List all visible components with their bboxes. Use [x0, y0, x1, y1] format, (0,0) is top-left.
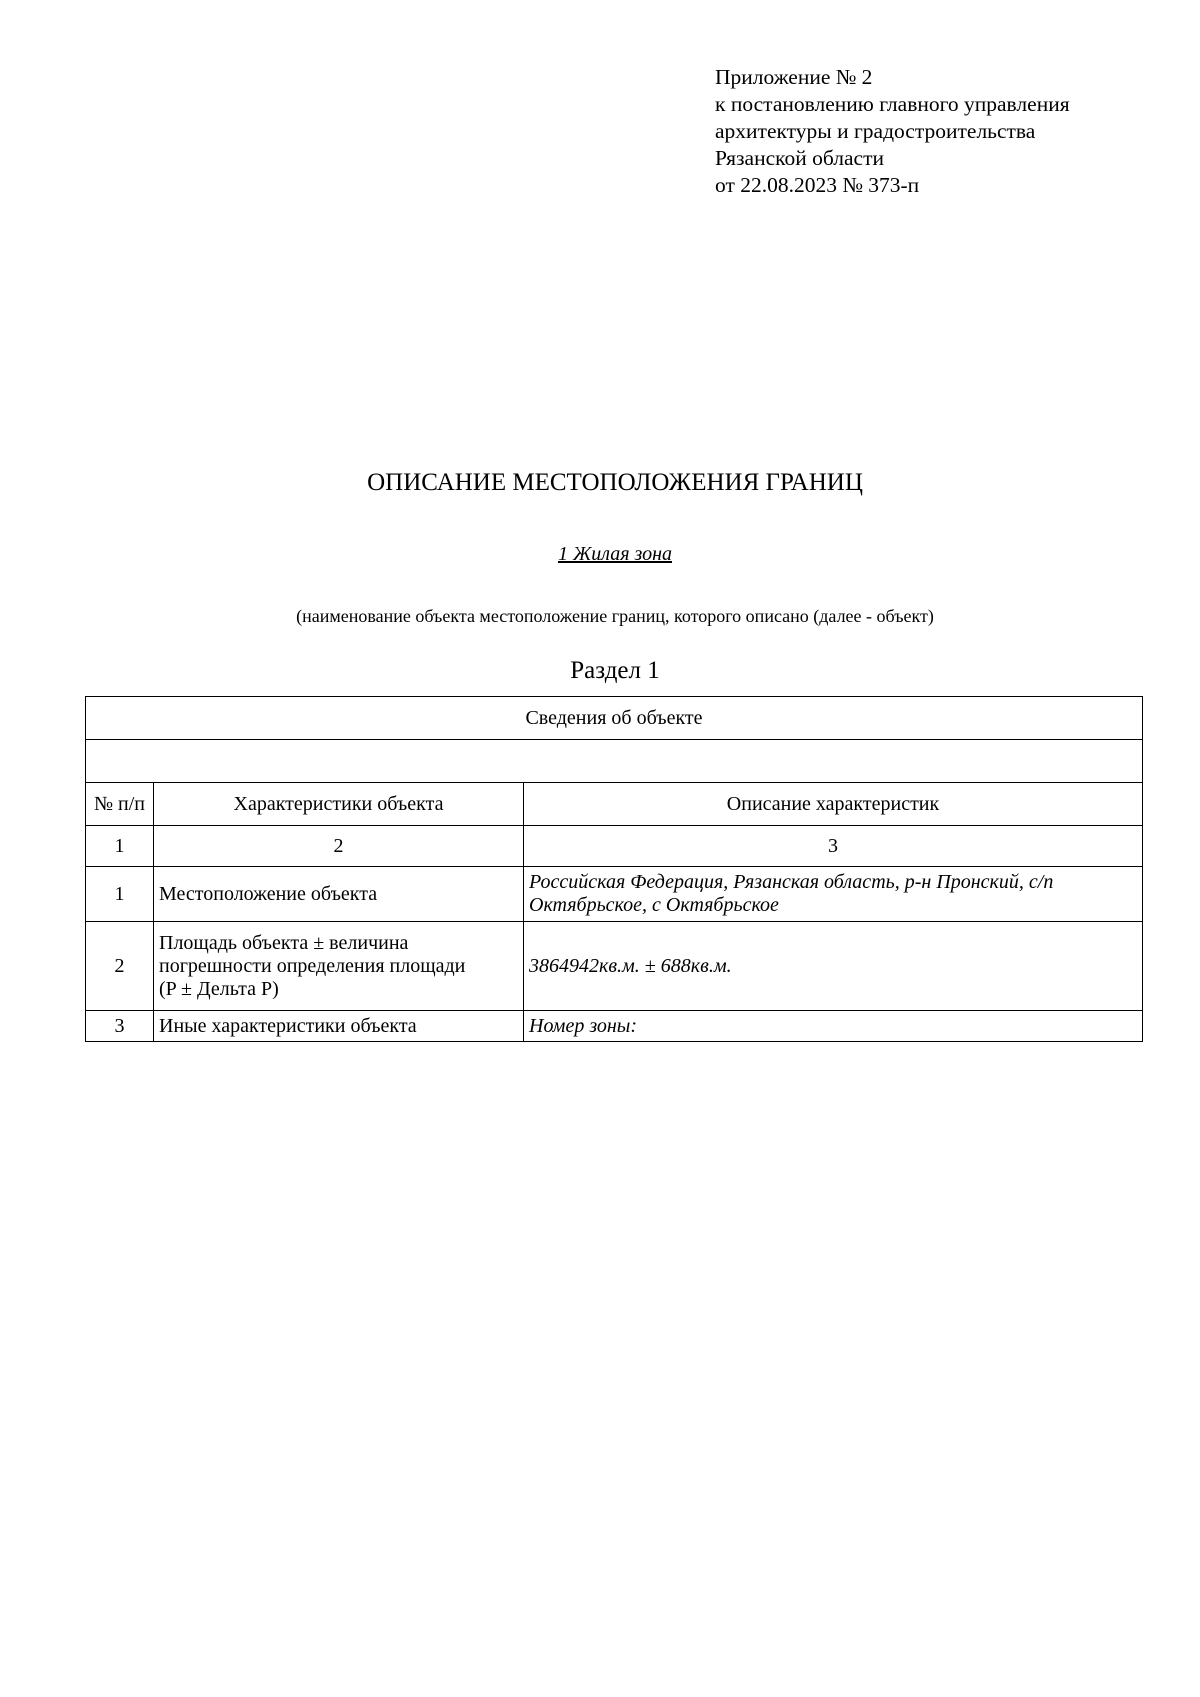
row-characteristic: Местоположение объекта — [154, 867, 524, 922]
object-info-table — [85, 696, 1143, 1042]
header-num: № п/п — [86, 783, 154, 826]
row-description: Российская Федерация, Рязанская область, р-н Пронский, с/п Октябрьское, с Октябрьское — [524, 867, 1143, 922]
row-description: Номер зоны: — [524, 1011, 1143, 1042]
object-caption: (наименование объекта местоположение границ, которого описано (далее - объект) — [296, 606, 934, 626]
row-num: 3 — [86, 1011, 154, 1042]
table-row — [86, 922, 1143, 1011]
annex-line-4: Рязанской области — [715, 146, 884, 170]
annex-line-1: Приложение № 2 — [715, 65, 873, 89]
header-characteristic: Характеристики объекта — [154, 783, 524, 826]
row-characteristic-line: Площадь объекта ± величина — [159, 931, 409, 954]
table-empty-cell — [86, 740, 1143, 783]
annex-line-3: архитектуры и градостроительства — [715, 119, 1036, 143]
annex-line-2: к постановлению главного управления — [715, 92, 1070, 116]
table-header-row — [86, 783, 1143, 826]
row-num: 1 — [86, 867, 154, 922]
annex-header — [715, 64, 1070, 199]
row-num: 2 — [86, 922, 154, 1011]
table-row — [86, 867, 1143, 922]
section-title: Раздел 1 — [570, 657, 660, 684]
table-column-numbers-row — [86, 826, 1143, 867]
row-characteristic — [154, 922, 524, 1011]
object-name-text: 1 Жилая зона — [557, 543, 673, 565]
table-caption: Сведения об объекте — [86, 697, 1143, 740]
document-title: ОПИСАНИЕ МЕСТОПОЛОЖЕНИЯ ГРАНИЦ — [367, 469, 863, 496]
object-name — [0, 542, 1200, 566]
table-caption-row — [86, 697, 1143, 740]
column-number-2: 2 — [154, 826, 524, 867]
row-characteristic-line: (P ± Дельта P) — [159, 977, 279, 1000]
column-number-1: 1 — [86, 826, 154, 867]
row-characteristic-line: погрешности определения площади — [159, 954, 466, 977]
header-description: Описание характеристик — [524, 783, 1143, 826]
column-number-3: 3 — [524, 826, 1143, 867]
table-row — [86, 1011, 1143, 1042]
table-empty-row — [86, 740, 1143, 783]
annex-line-5: от 22.08.2023 № 373-п — [715, 173, 920, 197]
row-characteristic: Иные характеристики объекта — [154, 1011, 524, 1042]
row-description: 3864942кв.м. ± 688кв.м. — [524, 922, 1143, 1011]
